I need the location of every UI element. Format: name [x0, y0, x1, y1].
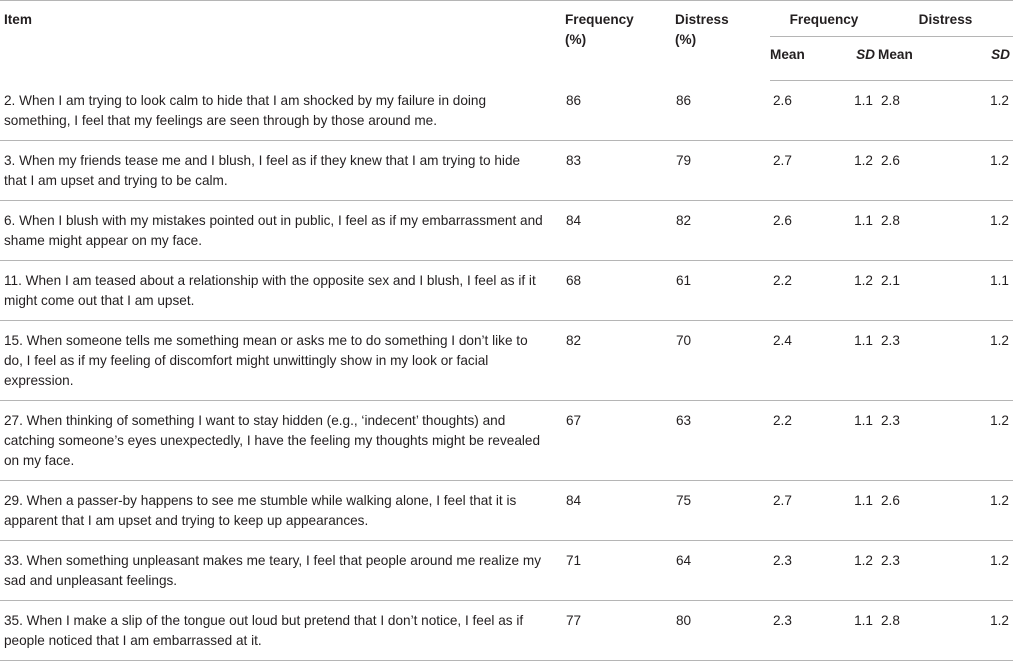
- item-cell: 35. When I make a slip of the tongue out loud but pretend that I don’t notice, I feel as if people noticed that I am embarrassed at it.: [0, 600, 565, 660]
- distress-mean-cell: 2.8: [878, 200, 953, 260]
- distress-mean-cell: 2.8: [878, 81, 953, 141]
- distress-mean-cell: 2.1: [878, 260, 953, 320]
- frequency-pct-cell: 68: [565, 260, 675, 320]
- frequency-sd-cell: 1.2: [838, 140, 878, 200]
- distress-pct-cell: 79: [675, 140, 770, 200]
- table-row: [0, 140, 1013, 200]
- frequency-mean-cell: 2.2: [770, 260, 838, 320]
- item-cell: 11. When I am teased about a relationship with the opposite sex and I blush, I feel as if it might come out that I am upset.: [0, 260, 565, 320]
- frequency-sd-cell: 1.1: [838, 400, 878, 480]
- table-body: [0, 81, 1013, 661]
- distress-mean-cell: 2.6: [878, 140, 953, 200]
- distress-pct-cell: 82: [675, 200, 770, 260]
- header-distress-mean: Mean: [878, 43, 953, 81]
- distress-pct-cell: 63: [675, 400, 770, 480]
- frequency-sd-cell: 1.1: [838, 81, 878, 141]
- table-row: [0, 260, 1013, 320]
- header-item: Item: [0, 1, 565, 81]
- frequency-sd-cell: 1.1: [838, 600, 878, 660]
- frequency-mean-cell: 2.3: [770, 540, 838, 600]
- frequency-pct-cell: 77: [565, 600, 675, 660]
- table-header: [0, 1, 1013, 81]
- header-frequency-sd: SD: [838, 43, 878, 81]
- frequency-pct-cell: 83: [565, 140, 675, 200]
- frequency-pct-cell: 86: [565, 81, 675, 141]
- header-frequency-mean: Mean: [770, 43, 838, 81]
- item-cell: 6. When I blush with my mistakes pointed out in public, I feel as if my embarrassment and shame might appear on my face.: [0, 200, 565, 260]
- distress-mean-cell: 2.3: [878, 540, 953, 600]
- frequency-mean-cell: 2.4: [770, 320, 838, 400]
- header-frequency-pct: Frequency (%): [565, 1, 675, 81]
- distress-mean-cell: 2.3: [878, 320, 953, 400]
- distress-sd-cell: 1.2: [953, 140, 1013, 200]
- distress-pct-cell: 86: [675, 81, 770, 141]
- distress-sd-cell: 1.2: [953, 320, 1013, 400]
- distress-sd-cell: 1.1: [953, 260, 1013, 320]
- frequency-sd-cell: 1.1: [838, 320, 878, 400]
- distress-sd-cell: 1.2: [953, 200, 1013, 260]
- header-frequency-group: Frequency: [770, 1, 878, 44]
- frequency-pct-cell: 84: [565, 200, 675, 260]
- frequency-sd-cell: 1.2: [838, 540, 878, 600]
- item-cell: 15. When someone tells me something mean or asks me to do something I don’t like to do, I feel as if my feeling of discomfort might unwittingly show in my look or facial expression.: [0, 320, 565, 400]
- frequency-pct-cell: 71: [565, 540, 675, 600]
- item-cell: 3. When my friends tease me and I blush, I feel as if they knew that I am trying to hide that I am upset and trying to be calm.: [0, 140, 565, 200]
- distress-sd-cell: 1.2: [953, 600, 1013, 660]
- item-cell: 27. When thinking of something I want to stay hidden (e.g., ‘indecent’ thoughts) and catching someone’s eyes unexpectedly, I have the feeling my thoughts might be revealed on my face.: [0, 400, 565, 480]
- table-row: [0, 480, 1013, 540]
- table-row: [0, 320, 1013, 400]
- table-row: [0, 81, 1013, 141]
- table-row: [0, 200, 1013, 260]
- frequency-sd-cell: 1.2: [838, 260, 878, 320]
- distress-sd-cell: 1.2: [953, 400, 1013, 480]
- header-distress-sd: SD: [953, 43, 1013, 81]
- frequency-mean-cell: 2.2: [770, 400, 838, 480]
- table-row: [0, 540, 1013, 600]
- distress-sd-cell: 1.2: [953, 81, 1013, 141]
- frequency-mean-cell: 2.7: [770, 140, 838, 200]
- header-distress-pct: Distress (%): [675, 1, 770, 81]
- distress-mean-cell: 2.6: [878, 480, 953, 540]
- frequency-pct-cell: 82: [565, 320, 675, 400]
- distress-mean-cell: 2.3: [878, 400, 953, 480]
- frequency-mean-cell: 2.7: [770, 480, 838, 540]
- frequency-sd-cell: 1.1: [838, 480, 878, 540]
- distress-pct-cell: 75: [675, 480, 770, 540]
- header-distress-group: Distress: [878, 1, 1013, 44]
- distress-sd-cell: 1.2: [953, 480, 1013, 540]
- frequency-pct-cell: 67: [565, 400, 675, 480]
- item-cell: 2. When I am trying to look calm to hide that I am shocked by my failure in doing something, I feel that my feelings are seen through by those around me.: [0, 81, 565, 141]
- frequency-mean-cell: 2.6: [770, 200, 838, 260]
- table-row: [0, 600, 1013, 660]
- item-cell: 33. When something unpleasant makes me teary, I feel that people around me realize my sad and unpleasant feelings.: [0, 540, 565, 600]
- frequency-mean-cell: 2.3: [770, 600, 838, 660]
- distress-sd-cell: 1.2: [953, 540, 1013, 600]
- item-cell: 29. When a passer-by happens to see me stumble while walking alone, I feel that it is apparent that I am upset and trying to keep up appearances.: [0, 480, 565, 540]
- distress-pct-cell: 70: [675, 320, 770, 400]
- frequency-sd-cell: 1.1: [838, 200, 878, 260]
- distress-pct-cell: 61: [675, 260, 770, 320]
- distress-mean-cell: 2.8: [878, 600, 953, 660]
- frequency-pct-cell: 84: [565, 480, 675, 540]
- distress-pct-cell: 64: [675, 540, 770, 600]
- frequency-mean-cell: 2.6: [770, 81, 838, 141]
- table-row: [0, 400, 1013, 480]
- distress-pct-cell: 80: [675, 600, 770, 660]
